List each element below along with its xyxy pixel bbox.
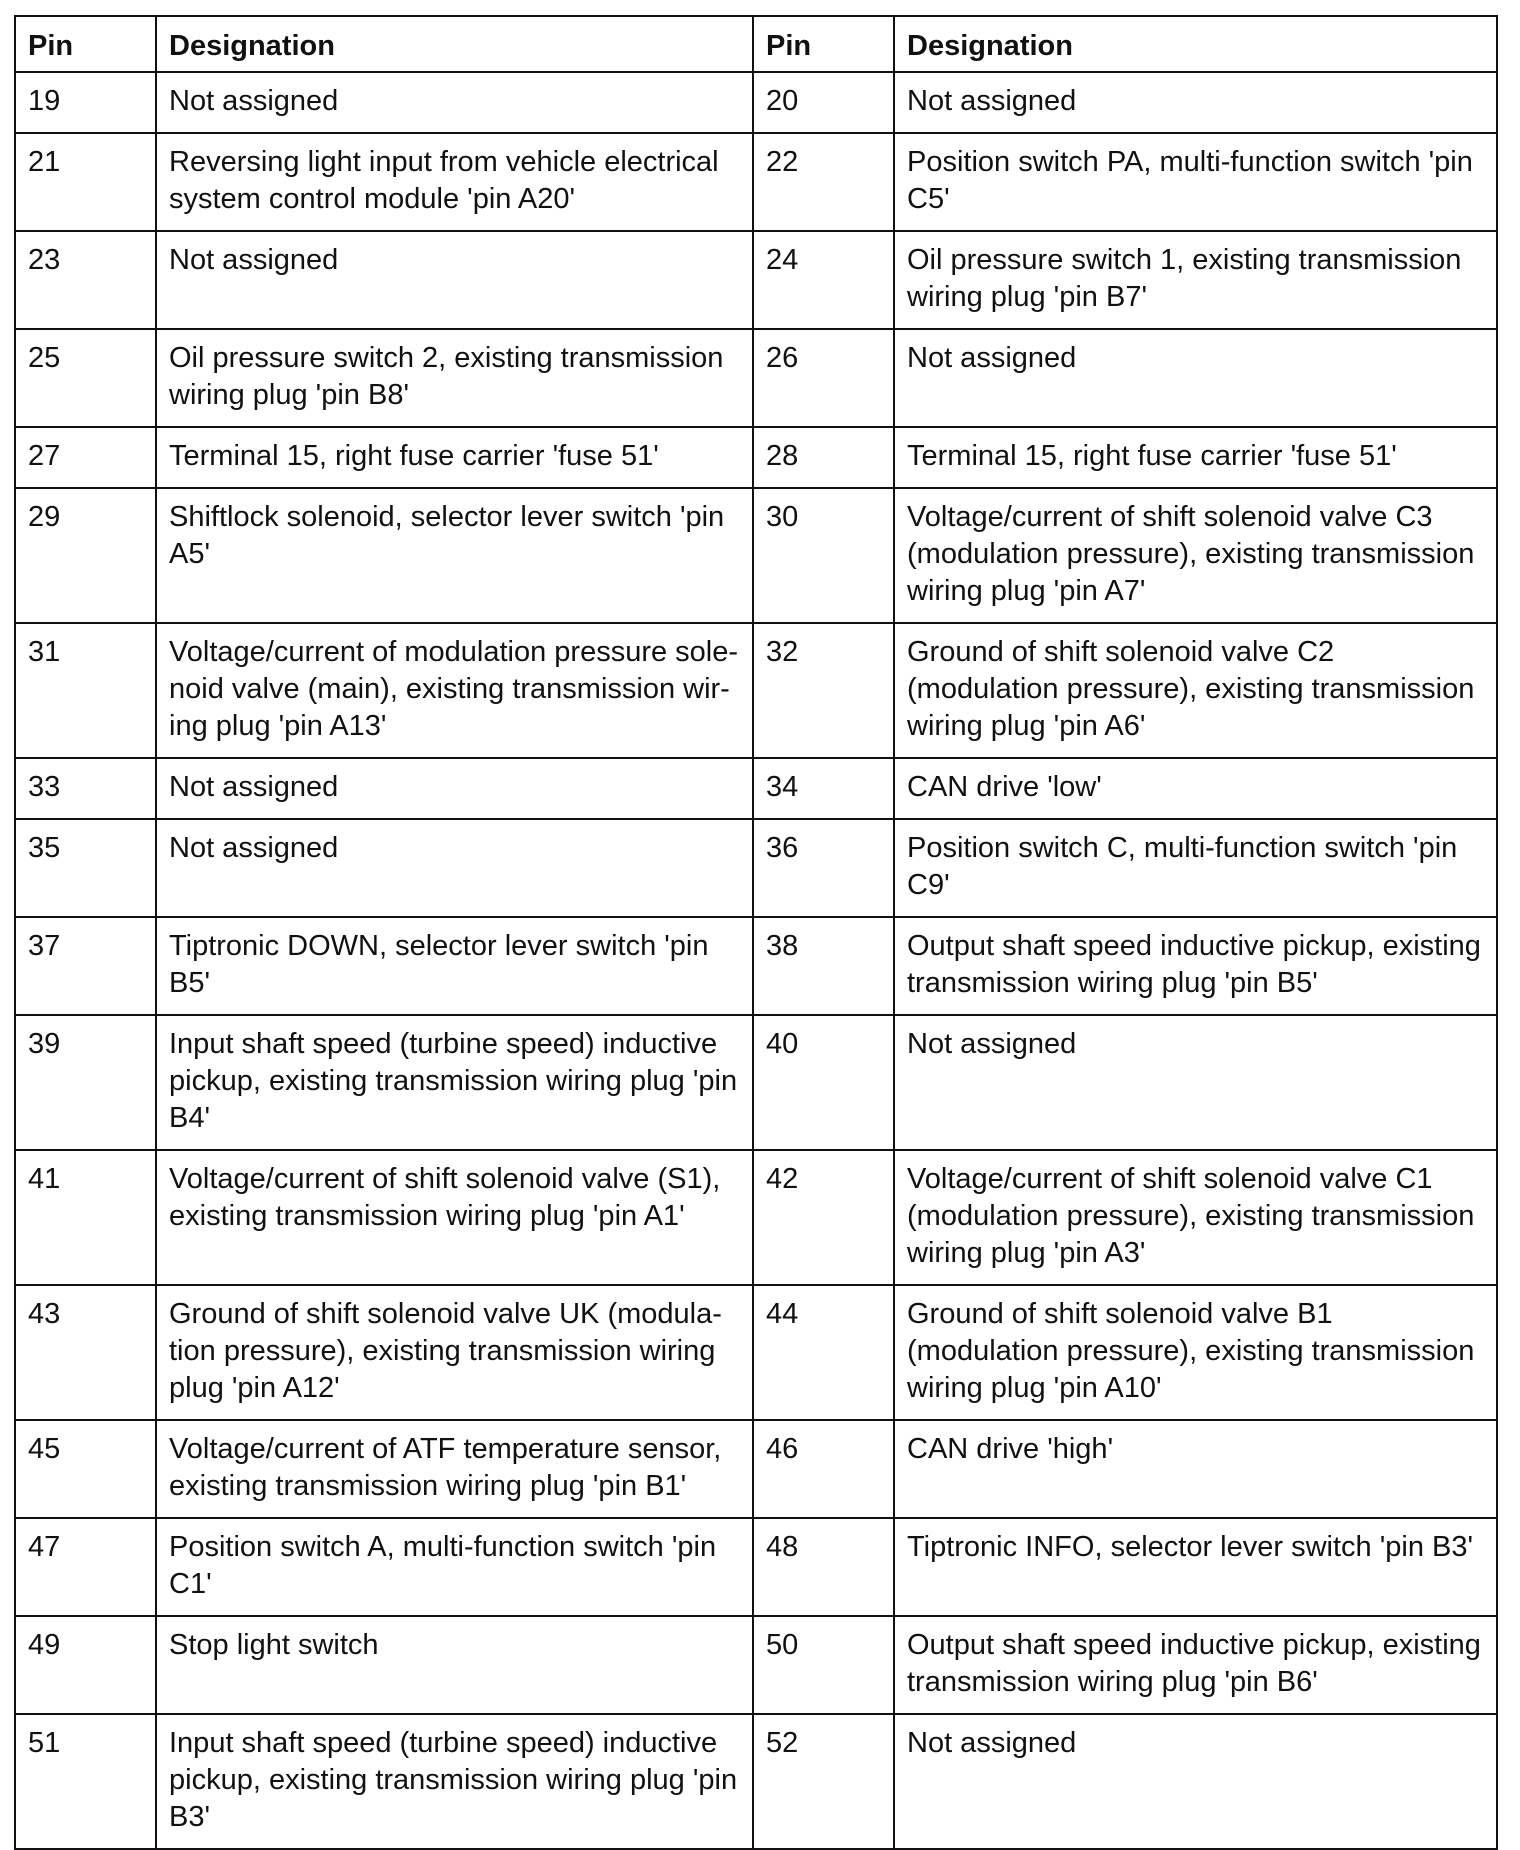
designation-cell: Output shaft speed inductive pickup, existing transmission wiring plug 'pin B6'	[894, 1616, 1497, 1714]
designation-cell: Reversing light input from vehicle electrical system control module 'pin A20'	[156, 133, 753, 231]
designation-cell: Not assigned	[156, 819, 753, 917]
pin-cell: 28	[753, 427, 894, 488]
designation-cell: Tiptronic INFO, selector lever switch 'pin B3'	[894, 1518, 1497, 1616]
pin-cell: 43	[15, 1285, 156, 1420]
table-row	[15, 819, 1497, 917]
designation-cell: Position switch A, multi-function switch 'pin C1'	[156, 1518, 753, 1616]
pin-cell: 50	[753, 1616, 894, 1714]
pin-cell: 34	[753, 758, 894, 819]
table-row	[15, 1714, 1497, 1849]
designation-cell: Tiptronic DOWN, selector lever switch 'pin B5'	[156, 917, 753, 1015]
designation-cell: CAN drive 'low'	[894, 758, 1497, 819]
pin-cell: 23	[15, 231, 156, 329]
designation-cell: Shiftlock solenoid, selector lever switch 'pin A5'	[156, 488, 753, 623]
pin-cell: 37	[15, 917, 156, 1015]
designation-cell: Not assigned	[894, 1015, 1497, 1150]
pin-cell: 45	[15, 1420, 156, 1518]
table-row	[15, 72, 1497, 133]
pin-cell: 32	[753, 623, 894, 758]
designation-cell: Not assigned	[894, 72, 1497, 133]
pin-cell: 42	[753, 1150, 894, 1285]
table-row	[15, 1285, 1497, 1420]
header-designation-left: Designation	[156, 16, 753, 72]
pin-cell: 41	[15, 1150, 156, 1285]
pin-cell: 52	[753, 1714, 894, 1849]
table-row	[15, 231, 1497, 329]
pin-cell: 27	[15, 427, 156, 488]
pin-cell: 24	[753, 231, 894, 329]
designation-cell: Not assigned	[156, 758, 753, 819]
pin-cell: 21	[15, 133, 156, 231]
pin-cell: 49	[15, 1616, 156, 1714]
designation-cell: Voltage/current of modulation pressure sole-noid valve (main), existing transmission wir-ing plug 'pin A13'	[156, 623, 753, 758]
designation-cell: Position switch PA, multi-function switch 'pin C5'	[894, 133, 1497, 231]
pin-cell: 47	[15, 1518, 156, 1616]
pin-cell: 31	[15, 623, 156, 758]
pin-cell: 25	[15, 329, 156, 427]
pin-assignment-table	[14, 15, 1498, 1850]
pin-cell: 19	[15, 72, 156, 133]
pin-cell: 46	[753, 1420, 894, 1518]
pin-cell: 26	[753, 329, 894, 427]
designation-cell: Oil pressure switch 2, existing transmission wiring plug 'pin B8'	[156, 329, 753, 427]
designation-cell: Oil pressure switch 1, existing transmission wiring plug 'pin B7'	[894, 231, 1497, 329]
designation-cell: Not assigned	[894, 1714, 1497, 1849]
pin-cell: 33	[15, 758, 156, 819]
designation-cell: Ground of shift solenoid valve UK (modula-tion pressure), existing transmission wiring plug 'pin A12'	[156, 1285, 753, 1420]
designation-cell: Not assigned	[894, 329, 1497, 427]
designation-cell: CAN drive 'high'	[894, 1420, 1497, 1518]
table-row	[15, 1616, 1497, 1714]
table-row	[15, 1150, 1497, 1285]
pin-cell: 38	[753, 917, 894, 1015]
table-row	[15, 1518, 1497, 1616]
table-row	[15, 623, 1497, 758]
table-row	[15, 1015, 1497, 1150]
pin-cell: 48	[753, 1518, 894, 1616]
table-row	[15, 917, 1497, 1015]
pin-cell: 29	[15, 488, 156, 623]
designation-cell: Stop light switch	[156, 1616, 753, 1714]
pin-cell: 30	[753, 488, 894, 623]
designation-cell: Voltage/current of ATF temperature sensor, existing transmission wiring plug 'pin B1'	[156, 1420, 753, 1518]
designation-cell: Output shaft speed inductive pickup, existing transmission wiring plug 'pin B5'	[894, 917, 1497, 1015]
pin-cell: 40	[753, 1015, 894, 1150]
designation-cell: Voltage/current of shift solenoid valve C3 (modulation pressure), existing transmission wiring plug 'pin A7'	[894, 488, 1497, 623]
designation-cell: Position switch C, multi-function switch 'pin C9'	[894, 819, 1497, 917]
designation-cell: Input shaft speed (turbine speed) inductive pickup, existing transmission wiring plug 'pin B4'	[156, 1015, 753, 1150]
table-row	[15, 329, 1497, 427]
designation-cell: Not assigned	[156, 231, 753, 329]
designation-cell: Voltage/current of shift solenoid valve C1 (modulation pressure), existing transmission wiring plug 'pin A3'	[894, 1150, 1497, 1285]
designation-cell: Input shaft speed (turbine speed) inductive pickup, existing transmission wiring plug 'pin B3'	[156, 1714, 753, 1849]
header-designation-right: Designation	[894, 16, 1497, 72]
pin-cell: 22	[753, 133, 894, 231]
table-row	[15, 488, 1497, 623]
designation-cell: Not assigned	[156, 72, 753, 133]
pin-cell: 35	[15, 819, 156, 917]
designation-cell: Terminal 15, right fuse carrier 'fuse 51'	[894, 427, 1497, 488]
pin-cell: 44	[753, 1285, 894, 1420]
table-row	[15, 133, 1497, 231]
table-row	[15, 758, 1497, 819]
table-row	[15, 427, 1497, 488]
designation-cell: Ground of shift solenoid valve B1 (modulation pressure), existing transmission wiring plug 'pin A10'	[894, 1285, 1497, 1420]
pin-cell: 20	[753, 72, 894, 133]
pin-cell: 51	[15, 1714, 156, 1849]
header-pin-right: Pin	[753, 16, 894, 72]
table-row	[15, 1420, 1497, 1518]
table-header-row	[15, 16, 1497, 72]
header-pin-left: Pin	[15, 16, 156, 72]
pin-cell: 36	[753, 819, 894, 917]
designation-cell: Terminal 15, right fuse carrier 'fuse 51'	[156, 427, 753, 488]
pin-cell: 39	[15, 1015, 156, 1150]
designation-cell: Voltage/current of shift solenoid valve (S1), existing transmission wiring plug 'pin A1'	[156, 1150, 753, 1285]
designation-cell: Ground of shift solenoid valve C2 (modulation pressure), existing transmission wiring plug 'pin A6'	[894, 623, 1497, 758]
